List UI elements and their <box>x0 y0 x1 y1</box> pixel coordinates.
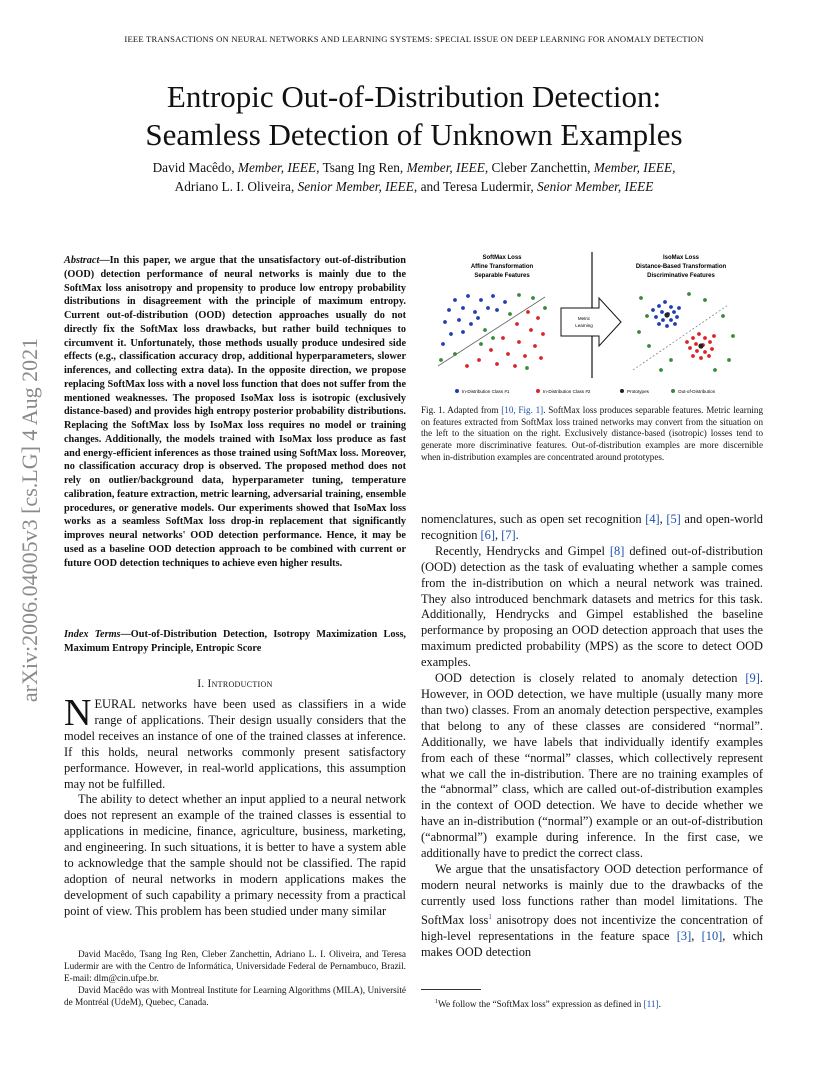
figure-1 <box>433 250 753 400</box>
footnote-rule <box>421 989 481 990</box>
citation-link[interactable]: [7] <box>501 527 516 542</box>
arxiv-id: arXiv:2006.04005v3 [cs.LG] 4 Aug 2021 <box>17 337 42 703</box>
p0-text-a: nomenclatures, such as open set recognition <box>421 512 642 526</box>
legend-class2: In-Distribution Class #2 <box>543 389 591 394</box>
right-prototype-2 <box>698 343 703 348</box>
arxiv-stamp <box>10 290 50 750</box>
fig-left-title-2: Affine Transformation <box>470 264 534 270</box>
p3-text-a: We argue that the unsatisfactory OOD detection performance of modern neural networks is mainly due to the drawbacks of the currently used loss functions rather than model limitations. The SoftMax loss <box>421 861 763 927</box>
right-paragraph-2 <box>421 671 763 862</box>
metric-learning-arrow <box>561 298 621 346</box>
p3-text-c: , which makes OOD detection <box>421 928 763 959</box>
fig-left-boundary <box>438 297 545 366</box>
arrow-label-2: Learning <box>575 323 593 328</box>
footnote-end: . <box>658 1000 661 1011</box>
p2-text-a: OOD detection is closely related to anomaly detection <box>435 671 738 686</box>
fig-right-title-1: IsoMax Loss <box>662 255 700 261</box>
footnote-marker[interactable]: 1 <box>488 912 492 921</box>
p1-text-b: defined out-of-distribution (OOD) detection as the task of evaluating whether a sample comes from the in-distribution on which a neural network was trained. They also introduced benchmark datasets and metrics for this task. Additionally, Hendrycks and Gimpel established the baseline performance by proposing an OOD detection approach that uses the maximum predicted probability (MPS) as the score to detect OOD examples. <box>421 543 764 670</box>
caption-text-a: Adapted from <box>447 405 499 415</box>
paper-title <box>60 78 768 154</box>
authors-line-1: David Macêdo, Member, IEEE, Tsang Ing Ren, Member, IEEE, Cleber Zanchettin, Member, IEEE, <box>152 160 676 175</box>
right-ood-points <box>637 292 735 372</box>
index-terms <box>64 628 406 656</box>
footnote-number: 1 <box>435 999 438 1005</box>
citation-link[interactable]: [9] <box>745 671 760 686</box>
legend-ood: Out-of-Distribution <box>678 389 716 394</box>
index-terms-label: Index Terms <box>64 629 121 640</box>
intro-paragraph-2: The ability to detect whether an input applied to a neural network does not represent an example of the trained classes is essential to applications in medicine, finance, agriculture, business, marketing, and engineering. In such situations, it is better to have a system able to acknowledge that the sample should not be classified. The rapid adoption of neural networks in modern applications makes the development of such capability a primary necessity from a practical point of view. This problem has been studied under many similar <box>64 792 406 918</box>
left-class1-points <box>441 294 507 346</box>
section-heading: I. Introduction <box>197 678 273 690</box>
abstract-label: Abstract <box>64 255 100 266</box>
arrow-label-1: Metric <box>577 316 591 321</box>
p2-text-b: . However, in OOD detection, we have multiple (usually many more than two) classes. From an anomaly detection perspective, examples that belong to any of these classes are considered “normal”. Additionally, we have labels that individually identify examples from each of these “normal” classes, which collectively represent what we call the in-distribution. There are no training examples of the “abnormal” class, which are called out-of-distribution examples in the context of OOD detection. We have to decide whether we have an in-distribution (“normal”) example or an out-of-distribution (“abnormal”) example during inference. In the first case, we additionally have to predict the correct class. <box>421 671 763 861</box>
p3-text-b: anisotropy does not incentivize the concentration of high-level representations in the feature space <box>421 912 763 943</box>
author-footnotes <box>64 949 406 1009</box>
footnote-mila: David Macêdo was with Montreal Institute for Learning Algorithms (MILA), Université de Montréal (UdeM), Quebec, Canada. <box>64 986 406 1009</box>
right-paragraph-3: We argue that the unsatisfactory OOD detection performance of modern neural networks is mainly due to the drawbacks of the currently used loss functions rather than model limitations. The SoftMax loss$^1$ anisotropy does not incentivize the concentration of high-level representations in the feature space [3], [10], which makes OOD detection <box>421 861 763 959</box>
p1-text-a: Recently, Hendrycks and Gimpel <box>435 543 605 558</box>
intro-paragraph-1 <box>64 692 406 792</box>
legend-class1: In-Distribution Class #1 <box>462 389 510 394</box>
right-column-body <box>421 512 763 961</box>
author-list <box>60 158 768 196</box>
fig-right-title-2: Distance-Based Transformation <box>635 264 727 270</box>
fig-left-title-3: Separable Features <box>474 273 530 279</box>
citation-link[interactable]: [5] <box>666 512 681 526</box>
right-paragraph-0: nomenclatures, such as open set recognition [4], [5] and open-world recognition [6], [7]. <box>421 512 763 542</box>
citation-link[interactable]: [3] <box>676 928 692 943</box>
introduction-body <box>64 692 406 920</box>
citation-link[interactable]: [10] <box>701 928 723 943</box>
footnote-text: We follow the “SoftMax loss” expression as defined in <box>438 1000 642 1011</box>
abstract-text: —In this paper, we argue that the unsatisfactory out-of-distribution (OOD) detection performance of neural networks is mainly due to the SoftMax loss anisotropy and propensity to produce low entropy probability distributions in disagreement with the principle of maximum entropy. Current out-of-distribution (OOD) detection approaches usually do not directly fix the SoftMax loss drawbacks, but rather build techniques to circumvent it. Unfortunately, those methods usually produce undesired side effects (e.g., classification accuracy drop, additional hyperparameters, slower inferences, and collecting extra data). In the opposite direction, we propose replacing SoftMax loss with a novel loss function that does not suffer from the mentioned weaknesses. The proposed IsoMax loss is isotropic (exclusively distance-based) and provides high entropy posterior probability distributions. Replacing the SoftMax loss by IsoMax loss requires no model or training changes. Additionally, the models trained with IsoMax loss produce as fast and energy-efficient inferences as those trained using SoftMax loss. Moreover, no classification accuracy drop is observed. The proposed method does not rely on outlier/background data, hyperparameter tuning, temperature calibration, feature extraction, metric learning, adversarial training, ensemble procedures, or generative models. Our experiments showed that IsoMax loss works as a seamless SoftMax loss drop-in replacement that significantly improves neural networks' OOD detection performance. Hence, it may be used as a baseline OOD detection approach to be combined with current or future OOD detection techniques to achieve even higher results. <box>64 255 406 569</box>
figure-caption <box>421 405 763 464</box>
p0-text-b: and open-world recognition <box>421 512 763 542</box>
drop-cap: N <box>64 692 92 734</box>
citation-link[interactable]: [4] <box>645 512 660 526</box>
citation-link[interactable]: [11] <box>643 1000 659 1011</box>
citation-link[interactable]: [10, Fig. 1] <box>501 405 544 415</box>
right-prototype-1 <box>664 312 669 317</box>
footnote-softmax <box>421 996 763 1011</box>
citation-link[interactable]: [8] <box>609 543 625 558</box>
index-terms-text: —Out-of-Distribution Detection, Isotropy Maximization Loss, Maximum Entropy Principle, Entropic Score <box>64 629 406 654</box>
title-line-1: Entropic Out-of-Distribution Detection: <box>166 79 662 114</box>
abstract <box>64 254 406 570</box>
authors-line-2: Adriano L. I. Oliveira, Senior Member, IEEE, and Teresa Ludermir, Senior Member, IEEE <box>174 179 654 194</box>
legend-prototypes: Prototypes <box>627 389 649 394</box>
footnote-affiliation: David Macêdo, Tsang Ing Ren, Cleber Zanchettin, Adriano L. I. Oliveira, and Teresa Ludermir are with the Centro de Informática, Universidade Federal de Pernambuco, Brazil. E-mail: dlm@cin.ufpe.br. <box>64 950 406 985</box>
caption-text-b: . SoftMax loss produces separable features. Metric learning on features extracted from SoftMax loss trained networks may convert from the situation on the left to the situation on the right. Exclusively distance-based (isotropic) losses tend to generate more discriminative features. Out-of-distribution examples are more discernible when in-distribution examples are concentrated around prototypes. <box>421 405 764 462</box>
journal-header: IEEE TRANSACTIONS ON NEURAL NETWORKS AND LEARNING SYSTEMS: SPECIAL ISSUE ON DEEP LEARNING FOR ANOMALY DETECTION <box>124 34 704 44</box>
figure-legend <box>455 389 716 394</box>
fig-left-title-1: SoftMax Loss <box>482 255 522 261</box>
right-paragraph-1 <box>421 544 763 671</box>
title-line-2: Seamless Detection of Unknown Examples <box>145 117 683 152</box>
citation-link[interactable]: [6] <box>480 527 495 542</box>
intro-p1-text: EURAL networks have been used as classifiers in a wide range of applications. Their design usually considers that the model receives an instance of one of the trained classes at inference. If this holds, neural networks commonly present satisfactory performance. However, in real-world applications, this assumption may not be fulfilled. <box>64 697 406 791</box>
fig-right-title-3: Discriminative Features <box>647 273 715 279</box>
caption-label: Fig. 1. <box>421 405 445 415</box>
